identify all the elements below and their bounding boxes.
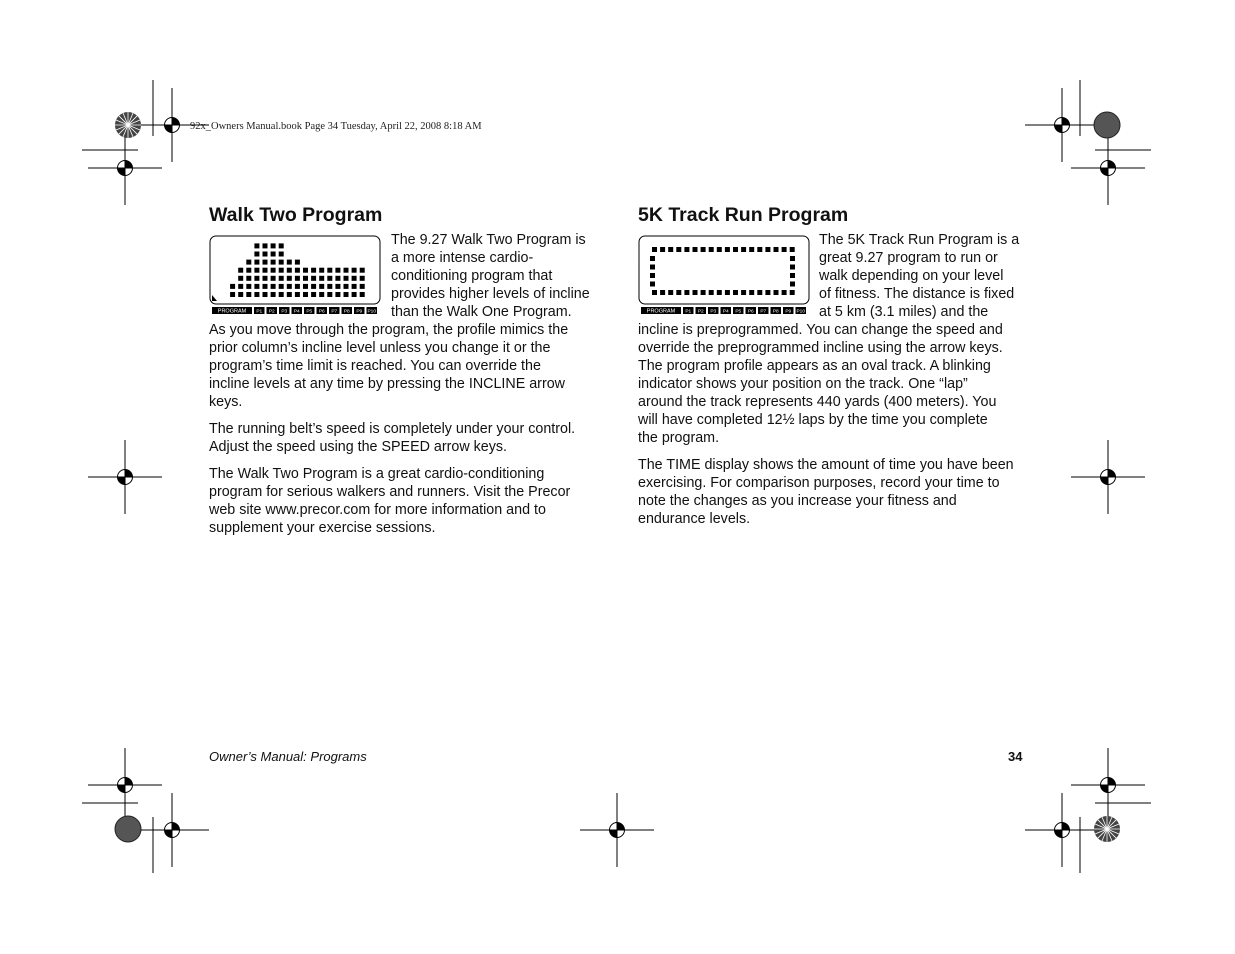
display-label: P10 (796, 309, 806, 315)
text-line: prior column’s incline level unless you change it or the (209, 340, 551, 356)
display-label: P2 (697, 309, 704, 315)
text-line: As you move through the program, the profile mimics the (209, 322, 569, 338)
text-line: The program profile appears as an oval track. A blinking (638, 358, 991, 374)
text-line: The running belt’s speed is completely under your control. (209, 421, 576, 437)
track-run-heading: 5K Track Run Program (638, 204, 849, 226)
text-line: Adjust the speed using the SPEED arrow keys. (209, 439, 508, 455)
display-label: P3 (710, 309, 717, 315)
text-line: keys. (209, 394, 243, 410)
display-label: P2 (268, 309, 275, 315)
display-label: P10 (367, 309, 377, 315)
text-line: great 9.27 program to run or (819, 250, 998, 266)
walk-two-intro (209, 231, 590, 411)
display-label: P7 (331, 309, 338, 315)
text-line: web site www.precor.com for more information and to (209, 502, 546, 518)
track-run-time-paragraph (638, 456, 1014, 528)
walk-two-closing-paragraph (209, 465, 570, 537)
display-label: P3 (281, 309, 288, 315)
display-label: P9 (785, 309, 792, 315)
text-line: endurance levels. (638, 511, 751, 527)
display-label: P6 (747, 309, 754, 315)
display-label: P8 (772, 309, 779, 315)
text-line: supplement your exercise sessions. (209, 520, 436, 536)
text-line: will have completed 12½ laps by the time you complete (638, 412, 988, 428)
text-line: indicator shows your position on the track. One “lap” (638, 376, 968, 392)
display-label: P4 (722, 309, 729, 315)
page-number: 34 (1008, 749, 1023, 764)
text-line: override the preprogrammed incline using the arrow keys. (638, 340, 1003, 356)
display-label: P4 (293, 309, 300, 315)
display-label: P6 (318, 309, 325, 315)
text-line: the program. (638, 430, 720, 446)
text-line: The TIME display shows the amount of time you have been (638, 457, 1014, 473)
display-label: P1 (685, 309, 692, 315)
file-slug: 92x_Owners Manual.book Page 34 Tuesday, April 22, 2008 8:18 AM (190, 121, 482, 132)
text-line: incline levels at any time by pressing the INCLINE arrow (209, 376, 565, 392)
display-label: P7 (760, 309, 767, 315)
text-line: exercising. For comparison purposes, record your time to (638, 475, 1000, 491)
footer-title: Owner’s Manual: Programs (209, 749, 367, 764)
text-line: a more intense cardio- (391, 250, 534, 266)
text-line: at 5 km (3.1 miles) and the (819, 304, 989, 320)
text-line: The Walk Two Program is a great cardio-conditioning (209, 466, 545, 482)
text-line: program for serious walkers and runners. Visit the Precor (209, 484, 571, 500)
display-label: P5 (306, 309, 313, 315)
track-run-intro (638, 231, 1019, 447)
display-label: PROGRAM (646, 308, 676, 315)
display-label: P5 (735, 309, 742, 315)
walk-two-speed-paragraph (209, 420, 575, 456)
text-line: than the Walk One Program. (391, 304, 572, 320)
text-line: provides higher levels of incline (391, 286, 590, 302)
text-line: around the track represents 440 yards (400 meters). You (638, 394, 997, 410)
text-line: program’s time limit is reached. You can override the (209, 358, 541, 374)
display-label: P8 (343, 309, 350, 315)
text-line: conditioning program that (391, 268, 553, 284)
display-label: P9 (356, 309, 363, 315)
text-line: The 9.27 Walk Two Program is (391, 232, 586, 248)
text-line: note the changes as you increase your fitness and (638, 493, 957, 509)
walk-two-heading: Walk Two Program (209, 204, 383, 226)
text-line: The 5K Track Run Program is a (819, 232, 1020, 248)
text-line: incline is preprogrammed. You can change the speed and (638, 322, 1003, 338)
text-line: walk depending on your level (819, 268, 1004, 284)
display-label: P1 (256, 309, 263, 315)
display-label: PROGRAM (217, 308, 247, 315)
text-line: of fitness. The distance is fixed (819, 286, 1015, 302)
